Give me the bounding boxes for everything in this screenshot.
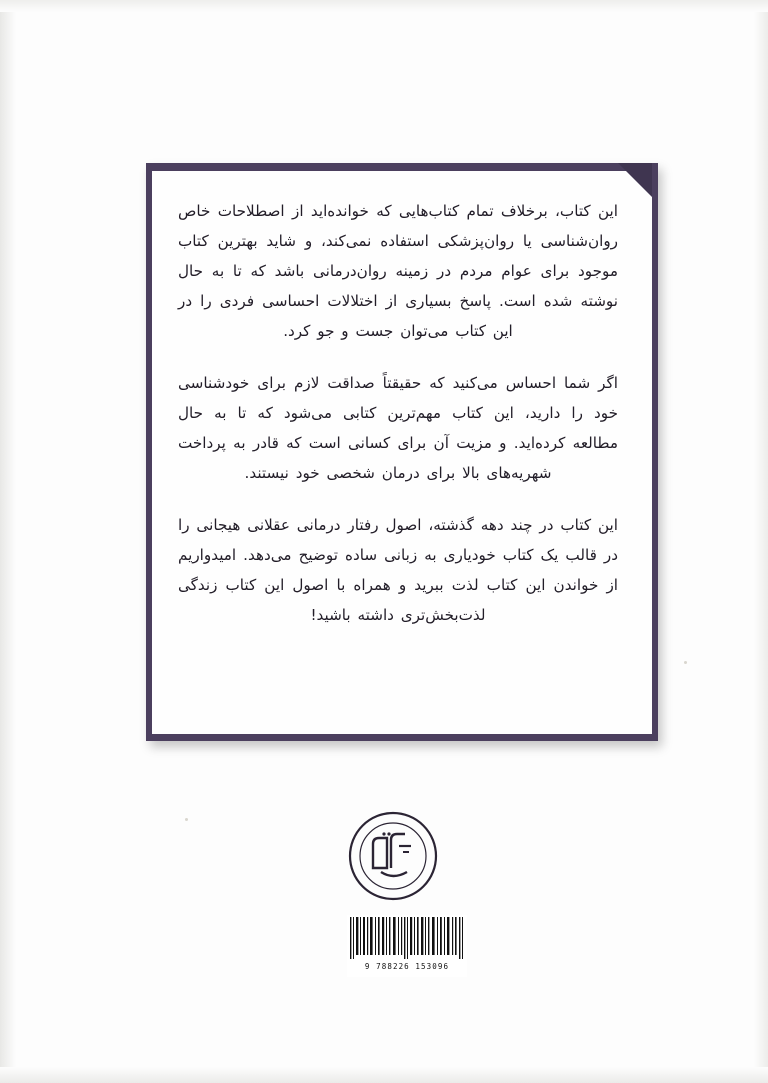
corner-triangle-decoration [618, 163, 652, 197]
paper-edge-bottom [0, 1067, 768, 1083]
scan-speck [185, 818, 188, 821]
blurb-paragraph-1: این کتاب، برخلاف تمام کتاب‌هایی که خوانده‌اید از اصطلاحات خاص روان‌شناسی یا روان‌پزشکی استفاده نمی‌کند، و شاید بهترین کتاب موجود برای عوام مردم در زمینه روان‌درمانی باشد که تا به حال نوشته شده است. پاسخ بسیاری از اختلالات احساسی فردی را در این کتاب می‌توان جست و جو کرد. [178, 202, 618, 340]
blurb-paragraph-3: این کتاب در چند دهه گذشته، اصول رفتار درمانی عقلانی هیجانی را در قالب یک کتاب خودیاری به زبانی ساده توضیح می‌دهد. امیدواریم از خواندن این کتاب لذت ببرید و همراه با اصول این کتاب زندگی لذت‌بخش‌تری داشته باشید! [178, 516, 618, 624]
paper-edge-left [0, 0, 16, 1083]
back-cover-blurb [178, 196, 618, 630]
scan-speck [684, 661, 687, 664]
paper-edge-right [754, 0, 768, 1083]
blurb-paragraph-2: اگر شما احساس می‌کنید که حقیقتاً صداقت لازم برای خودشناسی خود را دارید، این کتاب مهم‌ترین کتابی می‌شود که تا به حال مطالعه کرده‌اید. و مزیت آن برای کسانی است که قادر به پرداخت شهریه‌های بالا برای درمان شخصی خود نیستند. [178, 374, 618, 482]
publisher-seal-icon [347, 810, 439, 902]
paper-edge-top [0, 0, 768, 12]
barcode-number: 9 788226 153096 [364, 962, 450, 971]
barcode [347, 915, 467, 977]
